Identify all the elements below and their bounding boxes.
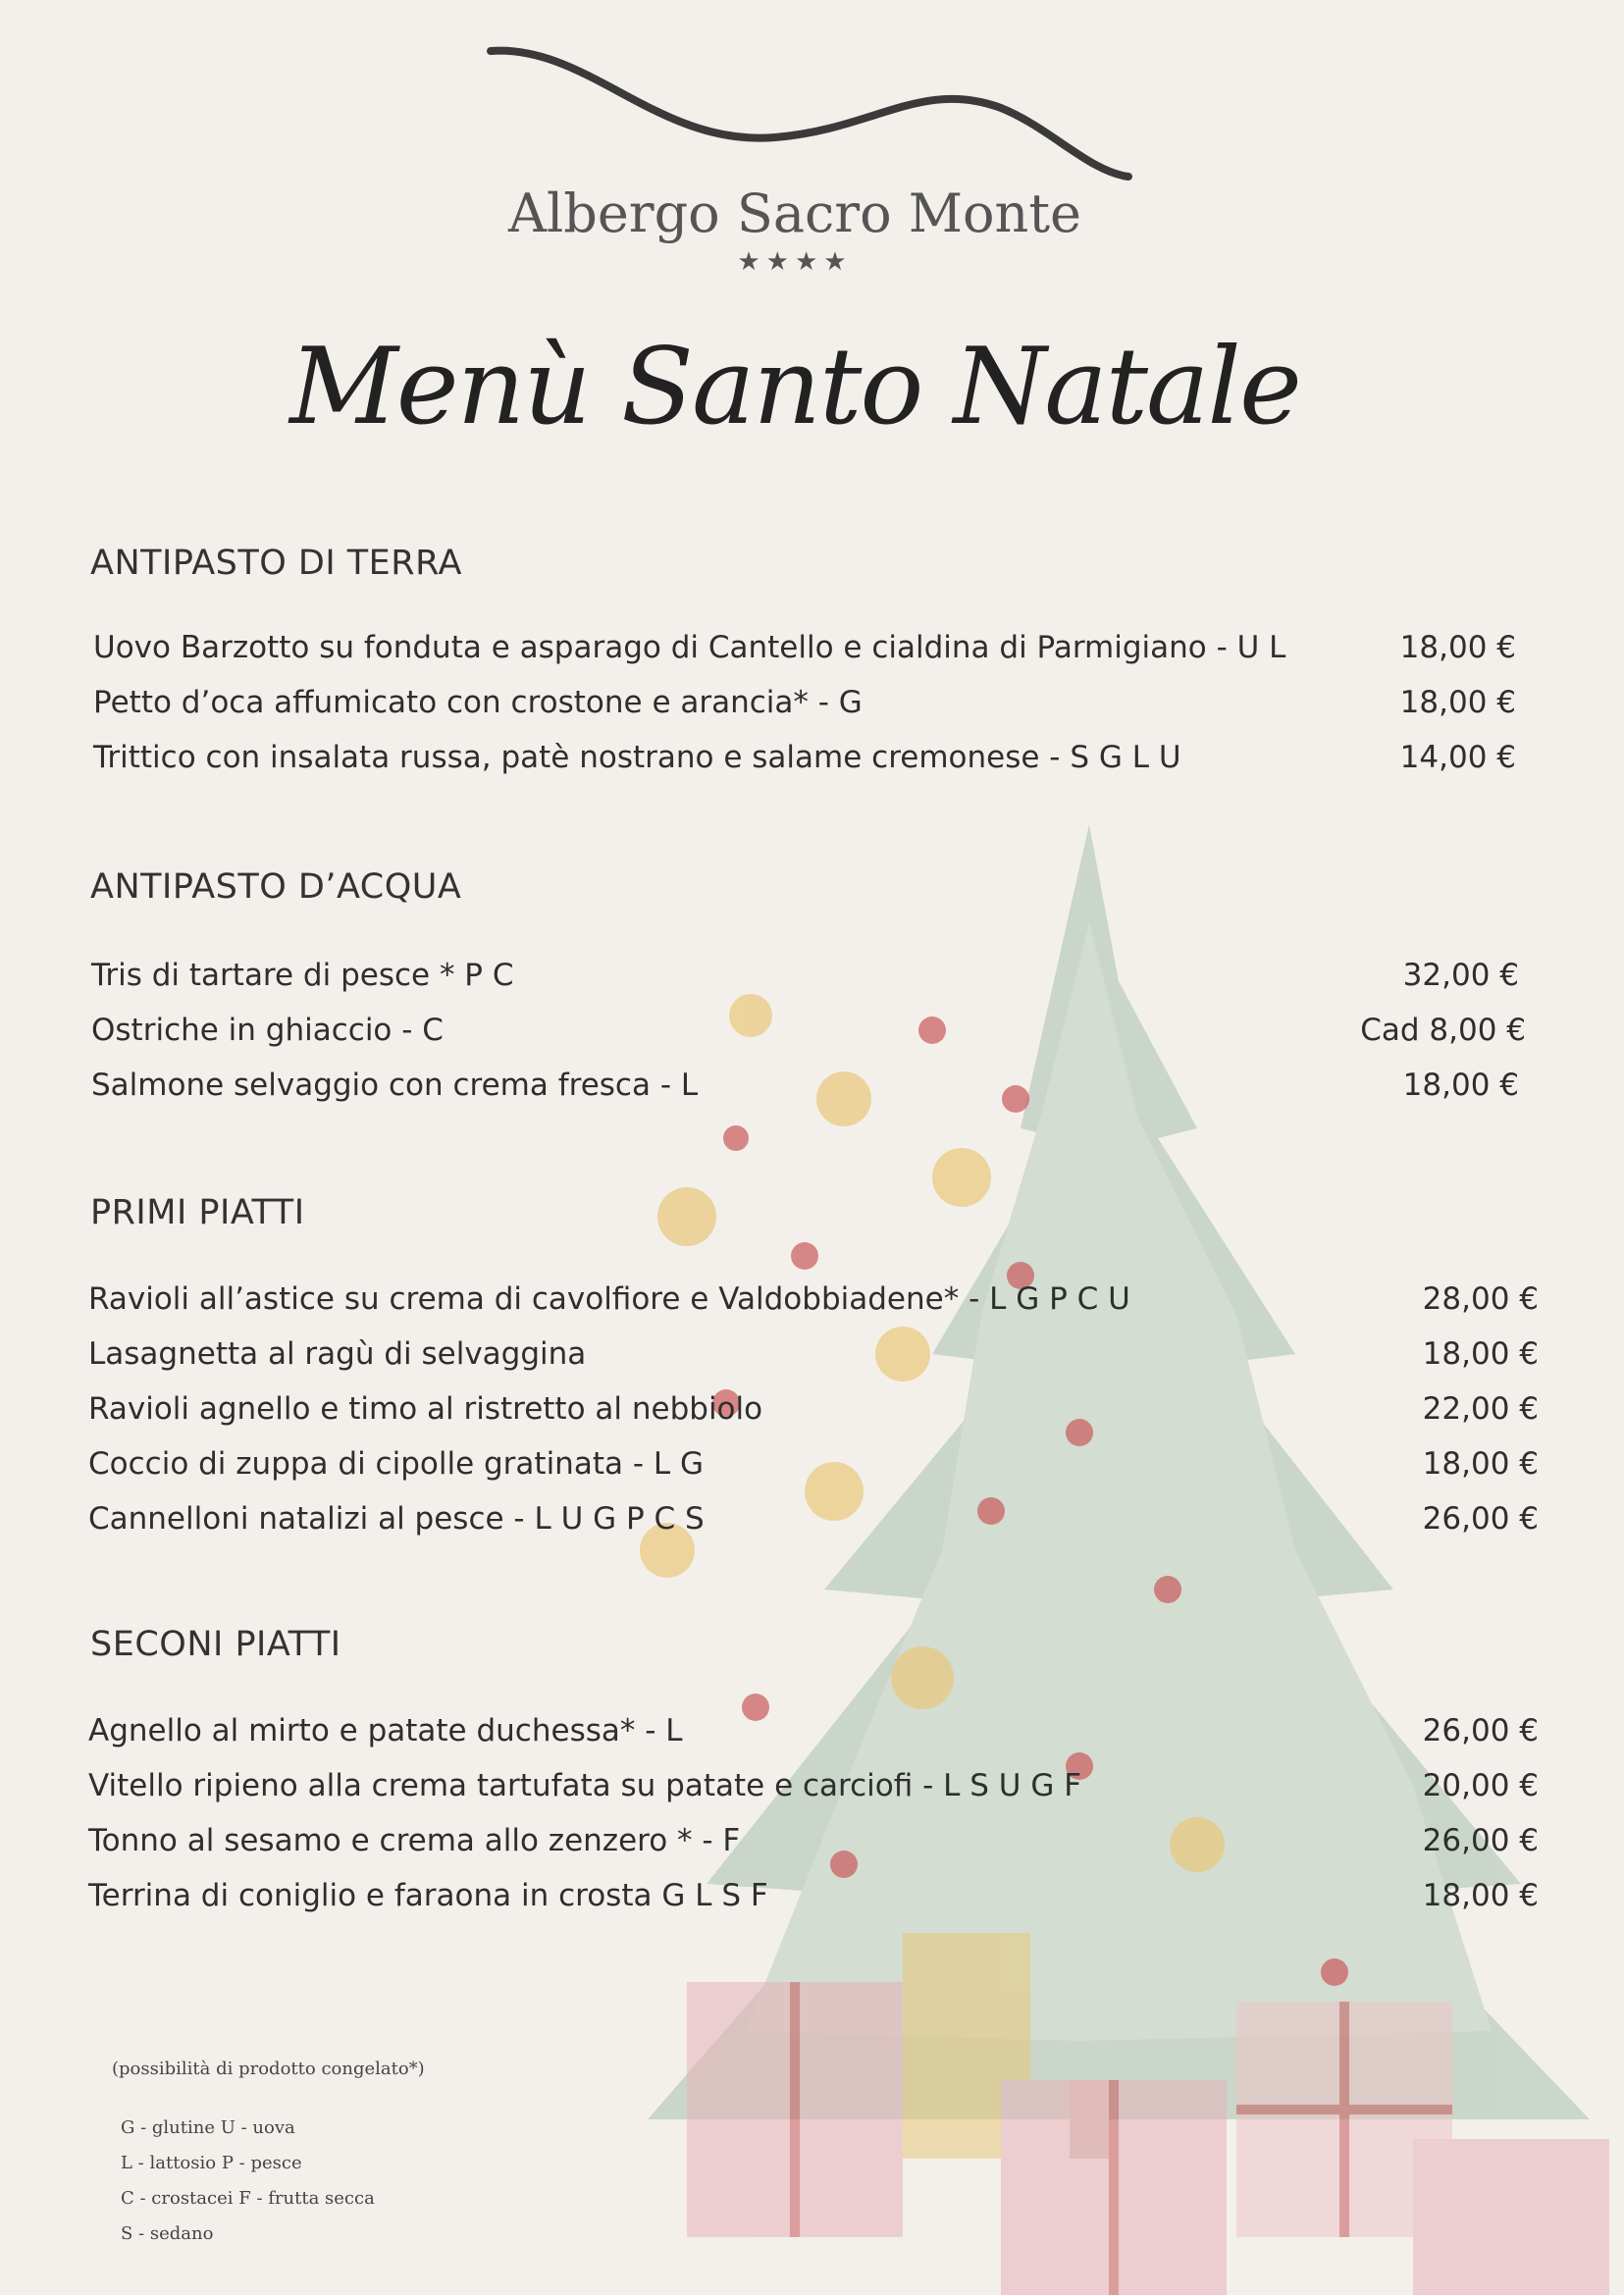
menu-item <box>93 685 1516 728</box>
menu-item <box>88 1281 1539 1325</box>
menu-item-name: Tonno al sesamo e crema allo zenzero * - F <box>88 1823 741 1858</box>
menu-item-price: Cad 8,00 € <box>1360 1013 1526 1048</box>
menu-item <box>88 1878 1539 1921</box>
allergen-legend-line: G - glutine U - uova <box>121 2117 295 2138</box>
menu-item <box>88 1446 1539 1489</box>
menu-item-price: 20,00 € <box>1422 1768 1539 1803</box>
allergen-legend-line: S - sedano <box>121 2223 214 2244</box>
menu-item <box>93 630 1516 673</box>
menu-item-name: Trittico con insalata russa, patè nostrano e salame cremonese - S G L U <box>93 740 1181 775</box>
menu-item-price: 18,00 € <box>1399 685 1516 720</box>
menu-item <box>88 1336 1539 1380</box>
menu-item-price: 14,00 € <box>1399 740 1516 775</box>
menu-item <box>88 1501 1539 1544</box>
menu-item-price: 26,00 € <box>1422 1823 1539 1858</box>
menu-item-name: Petto d’oca affumicato con crostone e arancia* - G <box>93 685 863 720</box>
menu-item <box>91 958 1519 1001</box>
allergen-legend-line: C - crostacei F - frutta secca <box>121 2188 375 2209</box>
menu-item-name: Tris di tartare di pesce * P C <box>91 958 514 993</box>
hotel-stars-rating: ★★★★ <box>737 247 853 277</box>
menu-item-price: 18,00 € <box>1402 1068 1519 1103</box>
menu-item-price: 32,00 € <box>1402 958 1519 993</box>
menu-item-price: 18,00 € <box>1422 1446 1539 1482</box>
menu-item-name: Cannelloni natalizi al pesce - L U G P C S <box>88 1501 705 1537</box>
menu-item-name: Lasagnetta al ragù di selvaggina <box>88 1336 587 1372</box>
hotel-name: Albergo Sacro Monte <box>507 183 1081 244</box>
section-title-antipasto-acqua: ANTIPASTO D’ACQUA <box>90 867 462 907</box>
menu-item-price: 22,00 € <box>1422 1391 1539 1427</box>
menu-item-name: Uovo Barzotto su fonduta e asparago di Cantello e cialdina di Parmigiano - U L <box>93 630 1286 665</box>
frozen-product-note: (possibilità di prodotto congelato*) <box>112 2059 425 2079</box>
menu-item <box>93 740 1516 783</box>
menu-item-name: Ravioli agnello e timo al ristretto al nebbiolo <box>88 1391 763 1427</box>
section-title-primi-piatti: PRIMI PIATTI <box>90 1193 305 1232</box>
menu-item <box>88 1391 1539 1434</box>
section-title-secondi-piatti: SECONI PIATTI <box>90 1625 341 1664</box>
menu-item <box>88 1713 1539 1756</box>
menu-item <box>88 1768 1539 1811</box>
allergen-legend-line: L - lattosio P - pesce <box>121 2153 302 2173</box>
menu-item-price: 18,00 € <box>1422 1878 1539 1913</box>
menu-item <box>91 1013 1526 1056</box>
menu-item-price: 28,00 € <box>1422 1281 1539 1317</box>
menu-item <box>91 1068 1519 1111</box>
menu-item-name: Ostriche in ghiaccio - C <box>91 1013 444 1048</box>
menu-item-name: Ravioli all’astice su crema di cavolfiore e Valdobbiadene* - L G P C U <box>88 1281 1130 1317</box>
menu-title: Menù Santo Natale <box>289 326 1300 448</box>
logo-wave-icon <box>481 39 1148 186</box>
menu-item-name: Coccio di zuppa di cipolle gratinata - L G <box>88 1446 705 1482</box>
menu-item-price: 18,00 € <box>1422 1336 1539 1372</box>
menu-item-name: Agnello al mirto e patate duchessa* - L <box>88 1713 683 1748</box>
section-title-antipasto-terra: ANTIPASTO DI TERRA <box>90 544 462 583</box>
menu-item-name: Salmone selvaggio con crema fresca - L <box>91 1068 699 1103</box>
menu-item-name: Vitello ripieno alla crema tartufata su patate e carciofi - L S U G F <box>88 1768 1082 1803</box>
menu-item-price: 26,00 € <box>1422 1713 1539 1748</box>
menu-item <box>88 1823 1539 1866</box>
menu-item-price: 18,00 € <box>1399 630 1516 665</box>
menu-item-name: Terrina di coniglio e faraona in crosta G L S F <box>88 1878 768 1913</box>
menu-item-price: 26,00 € <box>1422 1501 1539 1537</box>
